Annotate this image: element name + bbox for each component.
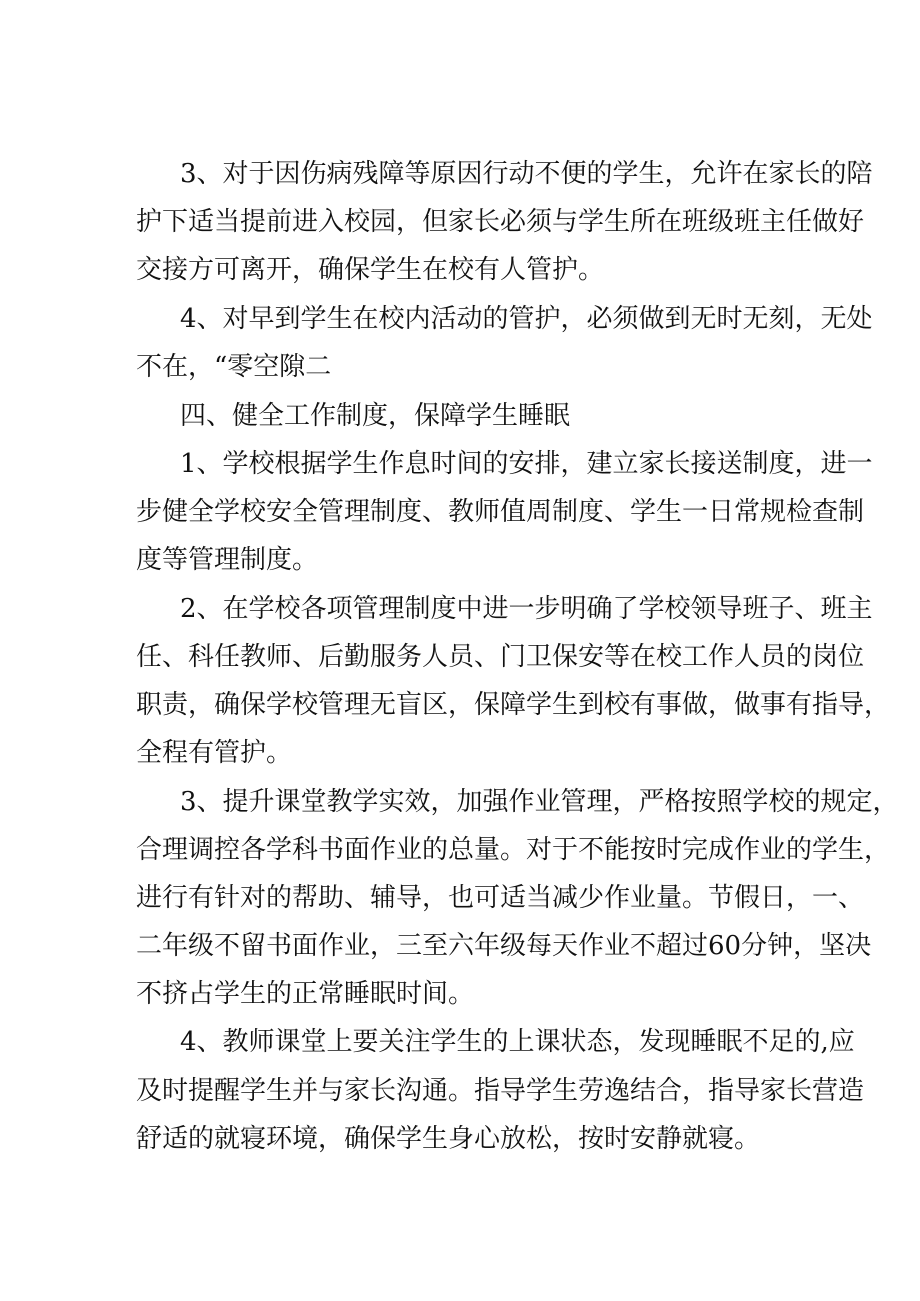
- section-item-4-line-1: [0, 1022, 920, 1062]
- text-line: 任、科任教师、后勤服务人员、门卫保安等在校工作人员的岗位: [136, 642, 865, 672]
- section-item-3-line-3: [0, 878, 920, 918]
- text-line: 1、学校根据学生作息时间的安排，建立家长接送制度，进一: [180, 449, 873, 479]
- section-item-3-line-4: [0, 926, 920, 966]
- text-line: 舒适的就寝环境，确保学生身心放松，按时安静就寝。: [136, 1124, 761, 1154]
- section-item-3-line-5: [0, 974, 920, 1014]
- section-item-2-line-1: [0, 589, 920, 629]
- section-item-4-line-2: [0, 1071, 920, 1111]
- section-item-2-line-3: [0, 685, 920, 725]
- text-line: 度等管理制度。: [136, 545, 319, 575]
- paragraph-4-line-2: [0, 347, 920, 387]
- paragraph-3-line-3: [0, 250, 920, 290]
- section-heading: [0, 396, 920, 436]
- text-line: 不挤占学生的正常睡眠时间。: [136, 979, 475, 1009]
- section-item-3-line-2: [0, 830, 920, 870]
- section-item-1-line-2: [0, 492, 920, 532]
- text-line: 4、对早到学生在校内活动的管护，必须做到无时无刻，无处: [180, 304, 873, 334]
- heading-text: 四、健全工作制度，保障学生睡眠: [180, 401, 571, 431]
- section-item-2-line-4: [0, 733, 920, 773]
- text-line: 不在，“零空隙二: [136, 352, 332, 382]
- text-line: 3、对于因伤病残障等原因行动不便的学生，允许在家长的陪: [180, 159, 873, 189]
- text-line: 2、在学校各项管理制度中进一步明确了学校领导班子、班主: [180, 594, 873, 624]
- paragraph-3-line-1: [0, 154, 920, 194]
- text-line: 交接方可离开，确保学生在校有人管护。: [136, 255, 605, 285]
- text-line: 步健全学校安全管理制度、教师值周制度、学生一日常规检查制: [136, 497, 865, 527]
- section-item-4-line-3: [0, 1119, 920, 1159]
- text-line: 全程有管护。: [136, 738, 293, 768]
- text-line: 合理调控各学科书面作业的总量。对于不能按时完成作业的学生，: [136, 835, 891, 865]
- section-item-1-line-3: [0, 540, 920, 580]
- text-line: 二年级不留书面作业，三至六年级每天作业不超过60分钟，坚决: [136, 931, 872, 961]
- section-item-1-line-1: [0, 444, 920, 484]
- text-line: 进行有针对的帮助、辅导，也可适当减少作业量。节假日，一、: [136, 883, 865, 913]
- text-line: 3、提升课堂教学实效，加强作业管理，严格按照学校的规定，: [180, 787, 899, 817]
- paragraph-4-line-1: [0, 299, 920, 339]
- text-line: 职责，确保学校管理无盲区，保障学生到校有事做，做事有指导，: [136, 690, 891, 720]
- text-line: 护下适当提前进入校园，但家长必须与学生所在班级班主任做好: [136, 207, 865, 237]
- paragraph-3-line-2: [0, 202, 920, 242]
- section-item-2-line-2: [0, 637, 920, 677]
- section-item-3-line-1: [0, 782, 920, 822]
- text-line: 及时提醒学生并与家长沟通。指导学生劳逸结合，指导家长营造: [136, 1076, 865, 1106]
- text-line: 4、教师课堂上要关注学生的上课状态，发现睡眠不足的,应: [180, 1027, 855, 1057]
